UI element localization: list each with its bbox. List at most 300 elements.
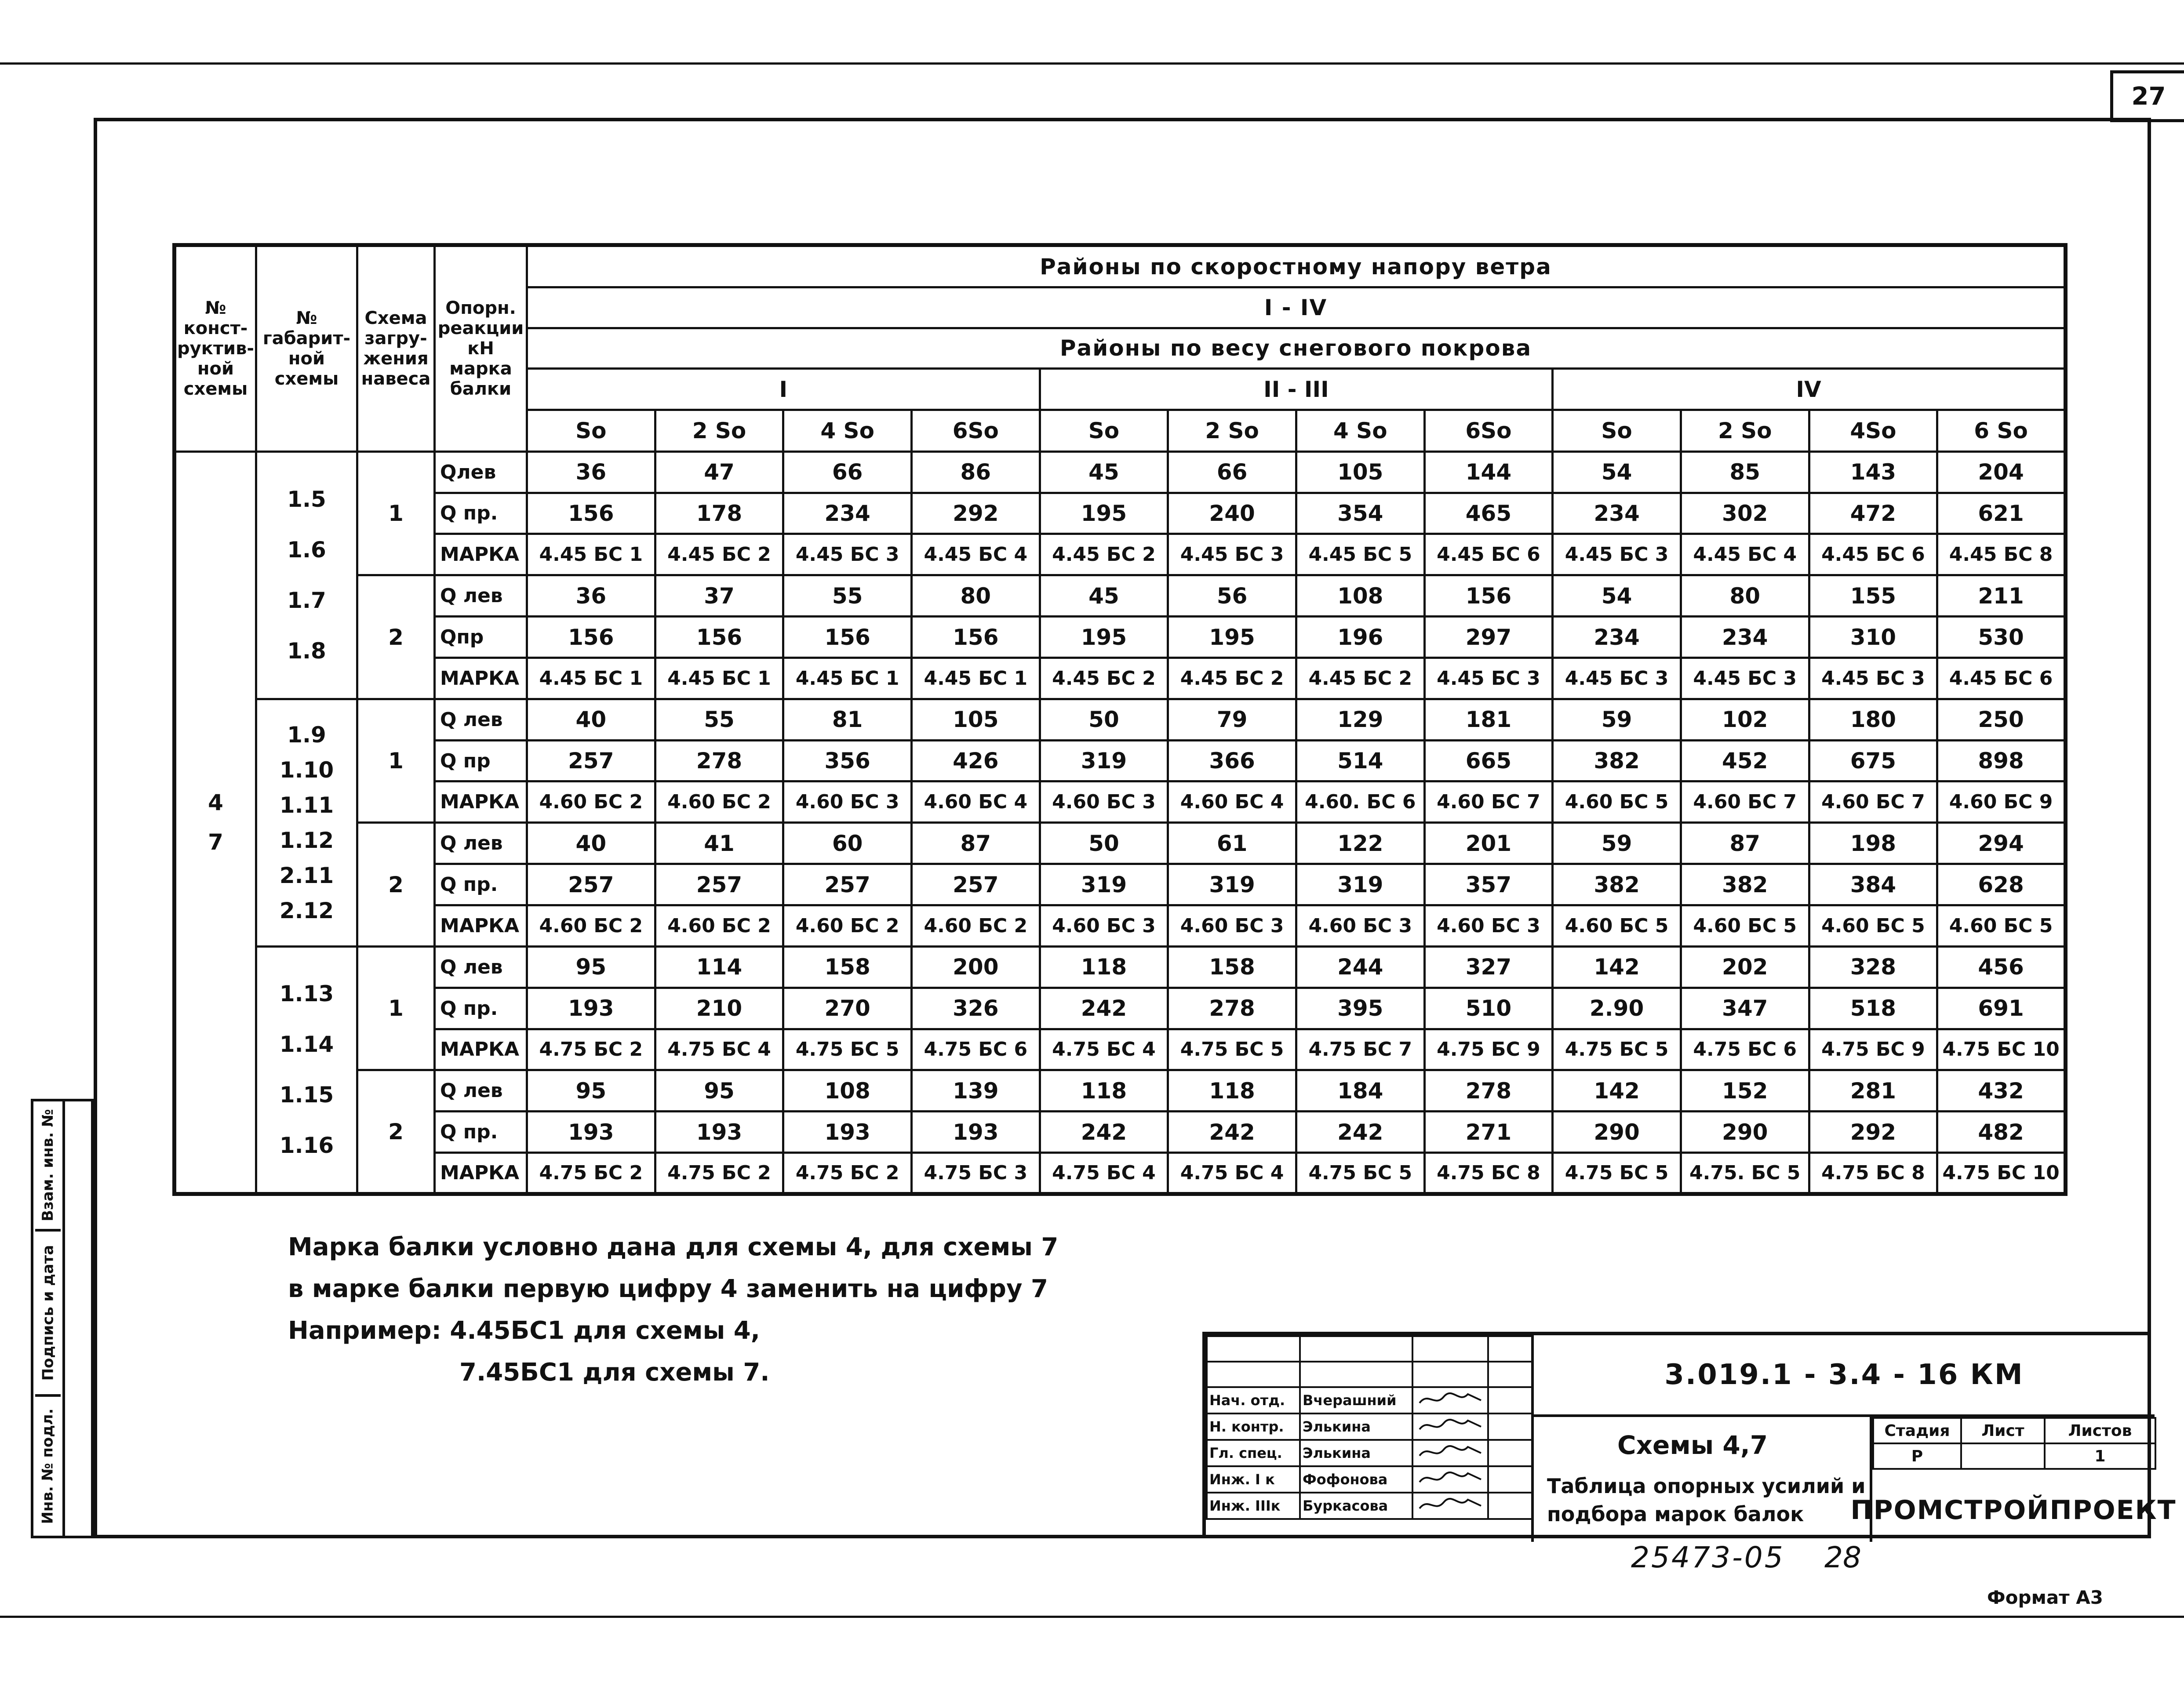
inventory-number: 25473-05 xyxy=(1631,1541,1785,1574)
table-cell: 456 xyxy=(1937,946,2066,988)
table-cell: 356 xyxy=(783,740,912,781)
header-scheme-no: № конст- руктив- ной схемы xyxy=(175,245,256,452)
table-cell: 4.75 БС 4 xyxy=(1040,1029,1168,1070)
table-cell: 242 xyxy=(1168,1112,1296,1153)
title-block xyxy=(1202,1332,2177,1538)
document-code: 3.019.1 - 3.4 - 16 КМ xyxy=(1531,1335,2155,1417)
table-cell: 4.45 БС 1 xyxy=(783,658,912,699)
table-cell: 4.45 БС 1 xyxy=(911,658,1040,699)
table-cell: 79 xyxy=(1168,699,1296,740)
table-cell: 4.60 БС 2 xyxy=(527,905,655,947)
table-cell: 201 xyxy=(1424,823,1553,864)
row-label: МАРКА xyxy=(435,658,527,699)
table-cell: 200 xyxy=(911,946,1040,988)
table-cell: 432 xyxy=(1937,1070,2066,1112)
note-text xyxy=(288,1226,1058,1393)
header-wind-value: I - IV xyxy=(527,287,2066,328)
table-cell: 472 xyxy=(1809,493,1937,534)
gabarit-number: 1.5 1.6 1.7 1.8 xyxy=(256,451,357,699)
signer-name: Фофонова xyxy=(1300,1466,1412,1493)
table-cell: 278 xyxy=(655,740,783,781)
table-cell: 4.75 БС 2 xyxy=(527,1029,655,1070)
row-label: Qпр xyxy=(435,617,527,658)
row-label: Q лев xyxy=(435,699,527,740)
row-label: МАРКА xyxy=(435,781,527,823)
table-cell: 142 xyxy=(1553,1070,1681,1112)
table-cell: 4.75 БС 5 xyxy=(1168,1029,1296,1070)
sheets-value: 1 xyxy=(2045,1443,2155,1469)
row-label: Q пр. xyxy=(435,864,527,905)
table-cell: 66 xyxy=(1168,451,1296,493)
table-cell: 4.45 БС 4 xyxy=(1681,534,1809,575)
table-cell: 210 xyxy=(655,988,783,1029)
table-cell: 665 xyxy=(1424,740,1553,781)
header-snow-regions: Районы по весу снегового покрова xyxy=(527,328,2066,368)
table-cell: 4.60. БС 6 xyxy=(1296,781,1424,823)
bottom-edge-line xyxy=(0,1616,2184,1618)
table-cell: 45 xyxy=(1040,451,1168,493)
subcol-header: 2 So xyxy=(1168,410,1296,451)
table-cell: 4.60 БС 4 xyxy=(911,781,1040,823)
table-cell: 4.45 БС 6 xyxy=(1937,658,2066,699)
table-cell: 105 xyxy=(1296,451,1424,493)
row-label: МАРКА xyxy=(435,1153,527,1194)
row-label: Q лев xyxy=(435,1070,527,1112)
table-cell: 4.60 БС 5 xyxy=(1809,905,1937,947)
table-row xyxy=(175,905,2066,947)
table-cell: 382 xyxy=(1553,740,1681,781)
subcol-header: 2 So xyxy=(1681,410,1809,451)
row-label: МАРКА xyxy=(435,1029,527,1070)
table-cell: 244 xyxy=(1296,946,1424,988)
row-label: Qлев xyxy=(435,451,527,493)
table-cell: 4.75 БС 2 xyxy=(655,1153,783,1194)
signer-role: Н. контр. xyxy=(1207,1413,1300,1440)
table-cell: 4.45 БС 2 xyxy=(1168,658,1296,699)
table-cell: 2.90 xyxy=(1553,988,1681,1029)
signature xyxy=(1412,1466,1488,1493)
table-cell: 41 xyxy=(655,823,783,864)
table-cell: 4.45 БС 1 xyxy=(527,658,655,699)
table-cell: 4.60 БС 7 xyxy=(1681,781,1809,823)
table-cell: 59 xyxy=(1553,823,1681,864)
subcol-header: 6So xyxy=(1424,410,1553,451)
table-cell: 4.60 БС 3 xyxy=(783,781,912,823)
table-cell: 310 xyxy=(1809,617,1937,658)
sign-date-label: Подпись и дата xyxy=(39,1245,57,1381)
table-cell: 4.45 БС 2 xyxy=(655,534,783,575)
load-scheme: 1 xyxy=(357,946,435,1070)
table-cell: 357 xyxy=(1424,864,1553,905)
table-row xyxy=(175,617,2066,658)
table-cell: 156 xyxy=(783,617,912,658)
load-scheme: 2 xyxy=(357,823,435,947)
table-cell: 129 xyxy=(1296,699,1424,740)
table-cell: 319 xyxy=(1296,864,1424,905)
table-cell: 4.75 БС 6 xyxy=(1681,1029,1809,1070)
table-cell: 242 xyxy=(1040,988,1168,1029)
table-cell: 382 xyxy=(1553,864,1681,905)
table-cell: 354 xyxy=(1296,493,1424,534)
table-cell: 4.60 БС 3 xyxy=(1040,781,1168,823)
signature xyxy=(1412,1440,1488,1466)
table-cell: 530 xyxy=(1937,617,2066,658)
signer-name: Вчерашний xyxy=(1300,1387,1412,1413)
snow-group-2: II - III xyxy=(1040,369,1553,410)
table-cell: 36 xyxy=(527,451,655,493)
table-cell: 347 xyxy=(1681,988,1809,1029)
table-cell: 395 xyxy=(1296,988,1424,1029)
signer-role: Инж. I к xyxy=(1207,1466,1300,1493)
table-cell: 4.75 БС 5 xyxy=(783,1029,912,1070)
table-cell: 81 xyxy=(783,699,912,740)
subcol-header: 4So xyxy=(1809,410,1937,451)
table-cell: 4.60 БС 4 xyxy=(1168,781,1296,823)
table-cell: 4.45 БС 2 xyxy=(1040,658,1168,699)
signature-row xyxy=(1207,1440,1532,1466)
signer-role: Нач. отд. xyxy=(1207,1387,1300,1413)
load-scheme: 2 xyxy=(357,1070,435,1194)
table-cell: 257 xyxy=(527,740,655,781)
table-cell: 4.60 БС 2 xyxy=(655,905,783,947)
table-cell: 234 xyxy=(783,493,912,534)
table-cell: 85 xyxy=(1681,451,1809,493)
table-row xyxy=(175,946,2066,988)
table-cell: 47 xyxy=(655,451,783,493)
signer-name: Элькина xyxy=(1300,1413,1412,1440)
table-cell: 40 xyxy=(527,823,655,864)
load-scheme: 1 xyxy=(357,699,435,823)
table-cell: 4.75 БС 3 xyxy=(911,1153,1040,1194)
scheme-number: 4 7 xyxy=(175,451,256,1194)
table-cell: 80 xyxy=(1681,575,1809,617)
table-cell: 108 xyxy=(783,1070,912,1112)
table-cell: 87 xyxy=(1681,823,1809,864)
subcol-header: 2 So xyxy=(655,410,783,451)
table-cell: 156 xyxy=(527,617,655,658)
table-cell: 482 xyxy=(1937,1112,2066,1153)
table-cell: 4.60 БС 5 xyxy=(1553,905,1681,947)
table-cell: 4.75 БС 10 xyxy=(1937,1029,2066,1070)
snow-group-1: I xyxy=(527,369,1040,410)
table-cell: 50 xyxy=(1040,823,1168,864)
table-row xyxy=(175,699,2066,740)
table-cell: 326 xyxy=(911,988,1040,1029)
table-cell: 366 xyxy=(1168,740,1296,781)
top-edge-line xyxy=(0,62,2184,65)
table-cell: 66 xyxy=(783,451,912,493)
table-cell: 4.45 БС 3 xyxy=(1809,658,1937,699)
row-label: Q лев xyxy=(435,823,527,864)
table-row xyxy=(175,1029,2066,1070)
table-cell: 382 xyxy=(1681,864,1809,905)
signature xyxy=(1412,1413,1488,1440)
table-cell: 4.75 БС 9 xyxy=(1424,1029,1553,1070)
table-cell: 152 xyxy=(1681,1070,1809,1112)
table-cell: 4.75. БС 5 xyxy=(1681,1153,1809,1194)
table-row xyxy=(175,1070,2066,1112)
table-cell: 87 xyxy=(911,823,1040,864)
table-cell: 80 xyxy=(911,575,1040,617)
table-row xyxy=(175,575,2066,617)
table-cell: 59 xyxy=(1553,699,1681,740)
table-cell: 95 xyxy=(527,946,655,988)
sheets-label: Листов xyxy=(2045,1418,2155,1443)
table-cell: 4.60 БС 3 xyxy=(1424,905,1553,947)
side-stamp xyxy=(31,1099,94,1538)
table-cell: 4.45 БС 1 xyxy=(655,658,783,699)
table-cell: 465 xyxy=(1424,493,1553,534)
table-cell: 328 xyxy=(1809,946,1937,988)
row-label: Q лев xyxy=(435,946,527,988)
table-cell: 4.75 БС 2 xyxy=(527,1153,655,1194)
table-cell: 36 xyxy=(527,575,655,617)
table-cell: 142 xyxy=(1553,946,1681,988)
table-cell: 158 xyxy=(1168,946,1296,988)
table-cell: 4.75 БС 7 xyxy=(1296,1029,1424,1070)
snow-group-3: IV xyxy=(1553,369,2066,410)
table-cell: 234 xyxy=(1553,617,1681,658)
table-cell: 234 xyxy=(1553,493,1681,534)
table-cell: 181 xyxy=(1424,699,1553,740)
table-cell: 195 xyxy=(1040,617,1168,658)
header-load-scheme: Схема загру- жения навеса xyxy=(357,245,435,452)
table-cell: 37 xyxy=(655,575,783,617)
table-cell: 114 xyxy=(655,946,783,988)
format-label: Формат А3 xyxy=(1987,1587,2103,1608)
signer-role: Инж. IIIк xyxy=(1207,1493,1300,1519)
table-cell: 240 xyxy=(1168,493,1296,534)
table-cell: 54 xyxy=(1553,575,1681,617)
table-cell: 55 xyxy=(655,699,783,740)
table-cell: 4.75 БС 2 xyxy=(783,1153,912,1194)
signature-row xyxy=(1207,1493,1532,1519)
table-cell: 234 xyxy=(1681,617,1809,658)
table-cell: 198 xyxy=(1809,823,1937,864)
table-cell: 184 xyxy=(1296,1070,1424,1112)
table-row xyxy=(175,864,2066,905)
table-cell: 4.45 БС 2 xyxy=(1040,534,1168,575)
table-cell: 195 xyxy=(1168,617,1296,658)
table-cell: 4.60 БС 7 xyxy=(1809,781,1937,823)
table-cell: 628 xyxy=(1937,864,2066,905)
table-cell: 294 xyxy=(1937,823,2066,864)
table-cell: 4.45 БС 3 xyxy=(1681,658,1809,699)
row-label: Q лев xyxy=(435,575,527,617)
subcol-header: So xyxy=(1553,410,1681,451)
table-cell: 281 xyxy=(1809,1070,1937,1112)
row-label: Q пр xyxy=(435,740,527,781)
table-cell: 290 xyxy=(1681,1112,1809,1153)
table-cell: 60 xyxy=(783,823,912,864)
table-cell: 4.45 БС 3 xyxy=(1553,658,1681,699)
table-cell: 95 xyxy=(527,1070,655,1112)
table-cell: 4.75 БС 10 xyxy=(1937,1153,2066,1194)
signer-role: Гл. спец. xyxy=(1207,1440,1300,1466)
stage-label: Стадия xyxy=(1873,1418,1961,1443)
table-cell: 4.60 БС 3 xyxy=(1168,905,1296,947)
table-cell: 510 xyxy=(1424,988,1553,1029)
table-cell: 193 xyxy=(527,1112,655,1153)
table-cell: 4.60 БС 2 xyxy=(655,781,783,823)
table-cell: 4.75 БС 4 xyxy=(1040,1153,1168,1194)
table-cell: 278 xyxy=(1424,1070,1553,1112)
table-cell: 4.60 БС 9 xyxy=(1937,781,2066,823)
table-cell: 61 xyxy=(1168,823,1296,864)
table-row xyxy=(175,451,2066,493)
table-cell: 290 xyxy=(1553,1112,1681,1153)
table-cell: 139 xyxy=(911,1070,1040,1112)
table-cell: 257 xyxy=(783,864,912,905)
table-cell: 278 xyxy=(1168,988,1296,1029)
table-cell: 204 xyxy=(1937,451,2066,493)
row-label: МАРКА xyxy=(435,534,527,575)
row-label: Q пр. xyxy=(435,988,527,1029)
signature-row xyxy=(1207,1466,1532,1493)
table-cell: 257 xyxy=(655,864,783,905)
table-cell: 55 xyxy=(783,575,912,617)
table-cell: 40 xyxy=(527,699,655,740)
table-cell: 158 xyxy=(783,946,912,988)
signature-table xyxy=(1206,1335,1533,1520)
table-cell: 4.45 БС 2 xyxy=(1296,658,1424,699)
table-cell: 4.60 БС 3 xyxy=(1296,905,1424,947)
signature xyxy=(1412,1387,1488,1413)
table-cell: 108 xyxy=(1296,575,1424,617)
table-cell: 292 xyxy=(911,493,1040,534)
table-cell: 45 xyxy=(1040,575,1168,617)
table-cell: 319 xyxy=(1168,864,1296,905)
table-row xyxy=(175,658,2066,699)
subcol-header: 4 So xyxy=(783,410,912,451)
table-cell: 56 xyxy=(1168,575,1296,617)
gabarit-number: 1.13 1.14 1.15 1.16 xyxy=(256,946,357,1194)
table-row xyxy=(175,1112,2066,1153)
table-cell: 518 xyxy=(1809,988,1937,1029)
table-cell: 156 xyxy=(527,493,655,534)
signer-name: Буркасова xyxy=(1300,1493,1412,1519)
sheet-value xyxy=(1961,1443,2045,1469)
table-cell: 319 xyxy=(1040,740,1168,781)
table-cell: 4.75 БС 5 xyxy=(1553,1153,1681,1194)
table-cell: 95 xyxy=(655,1070,783,1112)
header-reaction: Опорн. реакции кН марка балки xyxy=(435,245,527,452)
sheet-label: Лист xyxy=(1961,1418,2045,1443)
replace-inv-label: Взам. инв. № xyxy=(39,1109,57,1221)
page-number: 28 xyxy=(1824,1541,1861,1574)
table-cell: 4.60 БС 5 xyxy=(1681,905,1809,947)
table-row xyxy=(175,493,2066,534)
table-cell: 4.45 БС 8 xyxy=(1937,534,2066,575)
table-cell: 292 xyxy=(1809,1112,1937,1153)
table-cell: 156 xyxy=(655,617,783,658)
table-row xyxy=(175,1153,2066,1194)
table-cell: 178 xyxy=(655,493,783,534)
table-cell: 196 xyxy=(1296,617,1424,658)
header-wind-regions: Районы по скоростному напору ветра xyxy=(527,245,2066,287)
table-cell: 4.75 БС 5 xyxy=(1296,1153,1424,1194)
table-cell: 4.75 БС 5 xyxy=(1553,1029,1681,1070)
sheet-number: 27 xyxy=(2110,70,2184,122)
table-cell: 54 xyxy=(1553,451,1681,493)
table-cell: 257 xyxy=(911,864,1040,905)
header-gabarit-no: № габарит- ной схемы xyxy=(256,245,357,452)
note-line-2: в марке балки первую цифру 4 заменить на цифру 7 xyxy=(288,1275,1048,1303)
table-row xyxy=(175,781,2066,823)
table-cell: 4.60 БС 2 xyxy=(783,905,912,947)
subcol-header: 6So xyxy=(911,410,1040,451)
support-reaction-table xyxy=(172,243,2068,1196)
table-cell: 4.45 БС 6 xyxy=(1424,534,1553,575)
inv-orig-label: Инв. № подл. xyxy=(39,1408,57,1524)
table-cell: 4.60 БС 3 xyxy=(1040,905,1168,947)
table-cell: 4.60 БС 2 xyxy=(527,781,655,823)
organization-name: ПРОМСТРОЙПРОЕКТ xyxy=(1850,1495,2177,1526)
title-line-2: Таблица опорных усилий и xyxy=(1547,1474,1866,1498)
table-cell: 143 xyxy=(1809,451,1937,493)
table-row xyxy=(175,534,2066,575)
table-cell: 4.75 БС 8 xyxy=(1424,1153,1553,1194)
subcol-header: So xyxy=(1040,410,1168,451)
table-cell: 118 xyxy=(1168,1070,1296,1112)
table-cell: 156 xyxy=(1424,575,1553,617)
note-line-4: 7.45БС1 для схемы 7. xyxy=(459,1358,770,1387)
table-cell: 270 xyxy=(783,988,912,1029)
table-cell: 621 xyxy=(1937,493,2066,534)
table-cell: 180 xyxy=(1809,699,1937,740)
row-label: Q пр. xyxy=(435,1112,527,1153)
table-cell: 4.45 БС 3 xyxy=(1168,534,1296,575)
table-cell: 118 xyxy=(1040,1070,1168,1112)
table-cell: 4.75 БС 4 xyxy=(655,1029,783,1070)
table-cell: 898 xyxy=(1937,740,2066,781)
stage-value: Р xyxy=(1873,1443,1961,1469)
table-cell: 195 xyxy=(1040,493,1168,534)
table-row xyxy=(175,823,2066,864)
table-cell: 4.75 БС 9 xyxy=(1809,1029,1937,1070)
table-cell: 102 xyxy=(1681,699,1809,740)
table-cell: 193 xyxy=(655,1112,783,1153)
table-cell: 193 xyxy=(911,1112,1040,1153)
table-cell: 4.75 БС 4 xyxy=(1168,1153,1296,1194)
table-cell: 122 xyxy=(1296,823,1424,864)
table-cell: 319 xyxy=(1040,864,1168,905)
table-cell: 193 xyxy=(783,1112,912,1153)
subcol-header: 6 So xyxy=(1937,410,2066,451)
load-scheme: 2 xyxy=(357,575,435,699)
signature xyxy=(1412,1493,1488,1519)
table-cell: 4.45 БС 3 xyxy=(1553,534,1681,575)
signature-row xyxy=(1207,1387,1532,1413)
table-cell: 118 xyxy=(1040,946,1168,988)
table-cell: 327 xyxy=(1424,946,1553,988)
table-cell: 4.60 БС 2 xyxy=(911,905,1040,947)
table-row xyxy=(175,988,2066,1029)
table-cell: 384 xyxy=(1809,864,1937,905)
table-cell: 86 xyxy=(911,451,1040,493)
stage-block xyxy=(1850,1417,2177,1542)
table-cell: 271 xyxy=(1424,1112,1553,1153)
table-cell: 105 xyxy=(911,699,1040,740)
table-cell: 4.45 БС 6 xyxy=(1809,534,1937,575)
title-line-3: подбора марок балок xyxy=(1547,1502,1804,1526)
table-cell: 675 xyxy=(1809,740,1937,781)
gabarit-number: 1.9 1.10 1.11 1.12 2.11 2.12 xyxy=(256,699,357,946)
subcol-header: So xyxy=(527,410,655,451)
table-cell: 4.60 БС 5 xyxy=(1937,905,2066,947)
table-cell: 302 xyxy=(1681,493,1809,534)
table-cell: 211 xyxy=(1937,575,2066,617)
